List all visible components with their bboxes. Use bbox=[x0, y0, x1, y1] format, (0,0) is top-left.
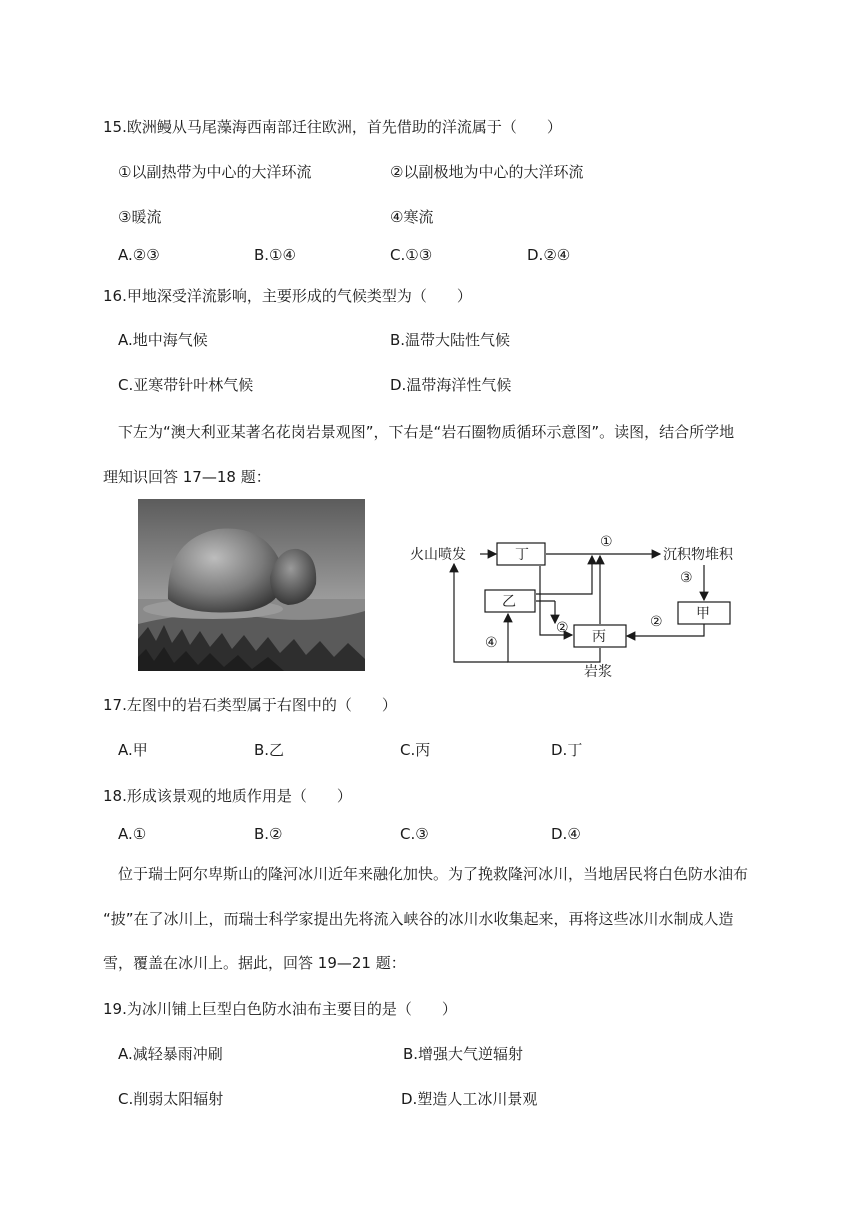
q15-item-1: ①以副热带为中心的大洋环流 bbox=[118, 163, 312, 181]
q18-option-c: C.③ bbox=[400, 825, 429, 843]
label-process-3: ③ bbox=[680, 570, 693, 586]
q16-option-c: C.亚寒带针叶林气候 bbox=[118, 376, 254, 394]
q15-item-4: ④寒流 bbox=[390, 208, 434, 226]
q16-option-b: B.温带大陆性气候 bbox=[390, 331, 511, 349]
arrow-magma-yi bbox=[508, 614, 600, 662]
q15-item-2: ②以副极地为中心的大洋环流 bbox=[390, 163, 584, 181]
q16-option-d: D.温带海洋性气候 bbox=[390, 376, 512, 394]
label-bing: 丙 bbox=[592, 629, 606, 645]
label-process-1: ① bbox=[600, 534, 613, 550]
q15-option-b: B.①④ bbox=[254, 246, 296, 264]
q15-option-c: C.①③ bbox=[390, 246, 433, 264]
label-process-2-right: ② bbox=[650, 614, 663, 630]
granite-landscape-photo bbox=[138, 499, 365, 671]
q17-stem: 17.左图中的岩石类型属于右图中的（ ） bbox=[103, 696, 397, 714]
q19-option-c: C.削弱太阳辐射 bbox=[118, 1090, 224, 1108]
q19-stem: 19.为冰川铺上巨型白色防水油布主要目的是（ ） bbox=[103, 1000, 457, 1018]
q18-option-b: B.② bbox=[254, 825, 283, 843]
arrow-jia-bing bbox=[627, 624, 704, 636]
q19-option-a: A.减轻暴雨冲刷 bbox=[118, 1045, 223, 1063]
label-process-4: ④ bbox=[485, 635, 498, 651]
label-magma: 岩浆 bbox=[584, 664, 612, 680]
rock-cycle-diagram bbox=[410, 528, 750, 680]
label-volcano: 火山喷发 bbox=[410, 547, 466, 563]
q19-option-d: D.塑造人工冰川景观 bbox=[401, 1090, 538, 1108]
q16-stem: 16.甲地深受洋流影响，主要形成的气候类型为（ ） bbox=[103, 287, 472, 305]
q17-option-c: C.丙 bbox=[400, 741, 431, 759]
q18-stem: 18.形成该景观的地质作用是（ ） bbox=[103, 787, 352, 805]
granite-boulders-image bbox=[138, 499, 365, 671]
q17-option-d: D.丁 bbox=[551, 741, 583, 759]
label-jia: 甲 bbox=[696, 606, 710, 622]
q15-item-3: ③暖流 bbox=[118, 208, 162, 226]
intro-19-line-1: 位于瑞士阿尔卑斯山的隆河冰川近年来融化加快。为了挽救隆河冰川，当地居民将白色防水油布 bbox=[118, 865, 749, 883]
label-process-2-left: ② bbox=[556, 620, 569, 636]
q18-option-a: A.① bbox=[118, 825, 147, 843]
label-yi: 乙 bbox=[502, 594, 516, 610]
q15-stem: 15.欧洲鳗从马尾藻海西南部迁往欧洲，首先借助的洋流属于（ ） bbox=[103, 118, 562, 136]
q17-option-a: A.甲 bbox=[118, 741, 148, 759]
q18-option-d: D.④ bbox=[551, 825, 581, 843]
q15-option-d: D.②④ bbox=[527, 246, 571, 264]
label-sediment: 沉积物堆积 bbox=[663, 547, 733, 563]
intro-19-line-2: “披”在了冰川上，而瑞士科学家提出先将流入峡谷的冰川水收集起来，再将这些冰川水制成人造 bbox=[103, 910, 734, 928]
intro-17-line-1: 下左为“澳大利亚某著名花岗岩景观图”，下右是“岩石圈物质循环示意图”。读图，结合所学地 bbox=[118, 423, 735, 441]
label-ding: 丁 bbox=[515, 547, 529, 563]
arrow-magma-volcano bbox=[454, 564, 508, 662]
intro-17-line-2: 理知识回答 17—18 题： bbox=[103, 468, 271, 486]
q16-option-a: A.地中海气候 bbox=[118, 331, 208, 349]
q15-option-a: A.②③ bbox=[118, 246, 160, 264]
q19-option-b: B.增强大气逆辐射 bbox=[403, 1045, 524, 1063]
q17-option-b: B.乙 bbox=[254, 741, 285, 759]
intro-19-line-3: 雪，覆盖在冰川上。据此，回答 19—21 题： bbox=[103, 954, 406, 972]
